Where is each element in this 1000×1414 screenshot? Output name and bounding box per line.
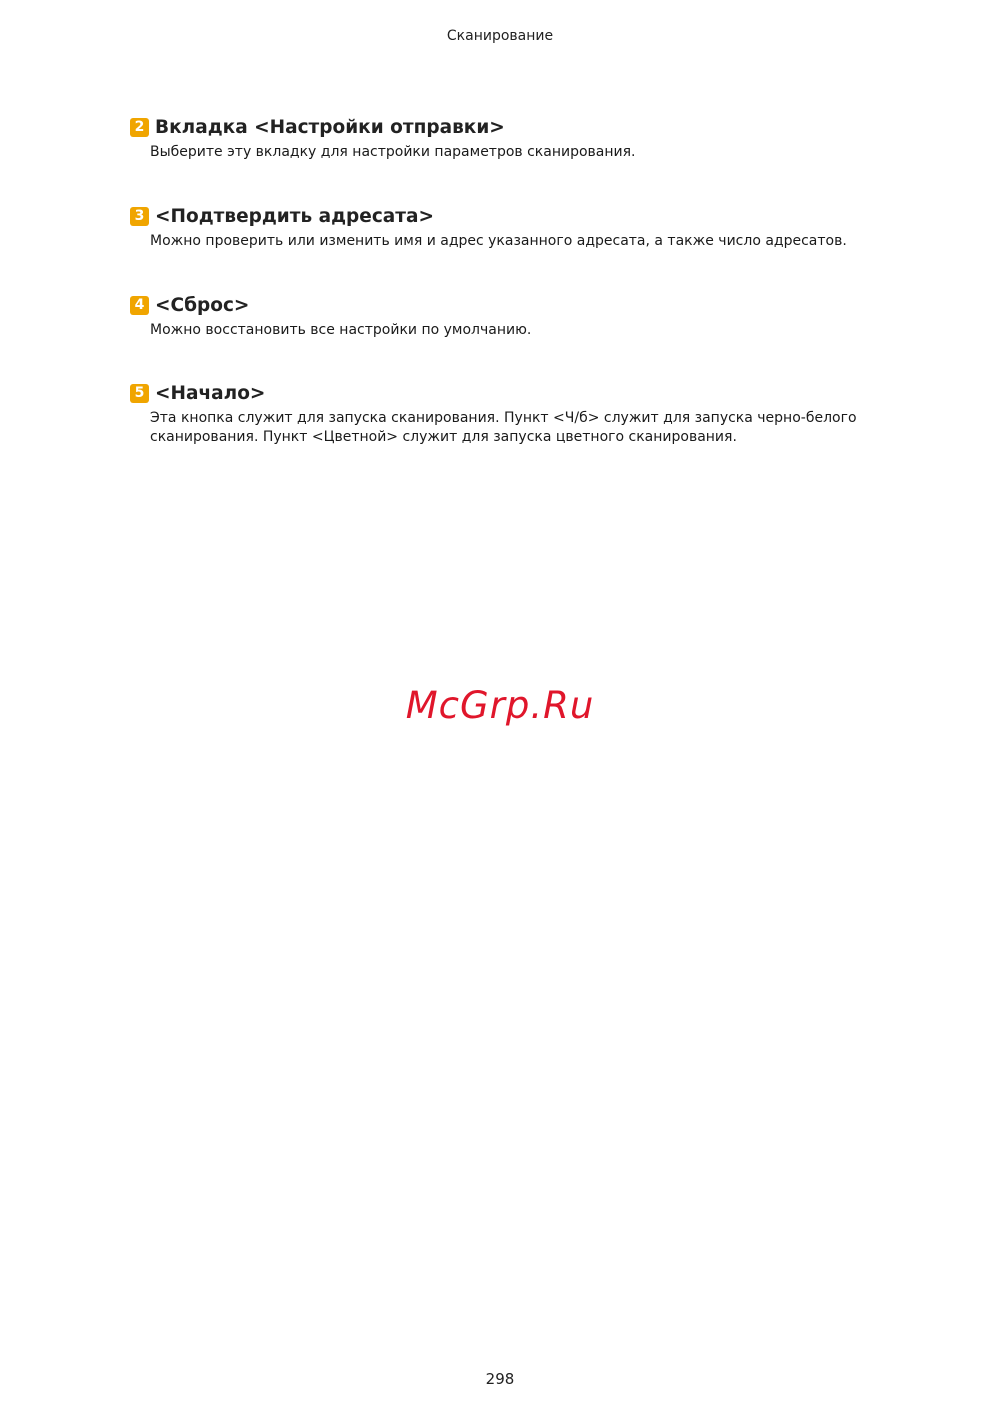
watermark-logo: McGrp.Ru [405,684,595,727]
section-heading [130,381,870,405]
number-badge-icon: 2 [130,118,149,137]
section-description: Эта кнопка служит для запуска сканирования. Пункт <Ч/б> служит для запуска черно-белого сканирования. Пункт <Цветной> служит для запуска цветного сканирования. [150,410,857,445]
section-description: Выберите эту вкладку для настройки параметров сканирования. [150,144,636,160]
section-title: <Подтвердить адресата> [155,205,434,227]
section-settings-tab [130,115,870,162]
section-title: <Начало> [155,382,266,404]
section-title: <Сброс> [155,294,250,316]
page-number: 298 [485,1370,515,1388]
number-badge-icon: 5 [130,384,149,403]
section-heading [130,293,870,317]
section-heading [130,115,870,139]
number-badge-icon: 4 [130,296,149,315]
section-confirm-recipient [130,204,870,251]
page-header-title: Сканирование [446,28,554,44]
section-title: Вкладка <Настройки отправки> [155,116,505,138]
section-heading [130,204,870,228]
section-description: Можно восстановить все настройки по умолчанию. [150,322,532,338]
section-description: Можно проверить или изменить имя и адрес указанного адресата, а также число адресатов. [150,233,847,249]
section-reset [130,293,870,340]
section-start [130,381,870,447]
number-badge-icon: 3 [130,207,149,226]
